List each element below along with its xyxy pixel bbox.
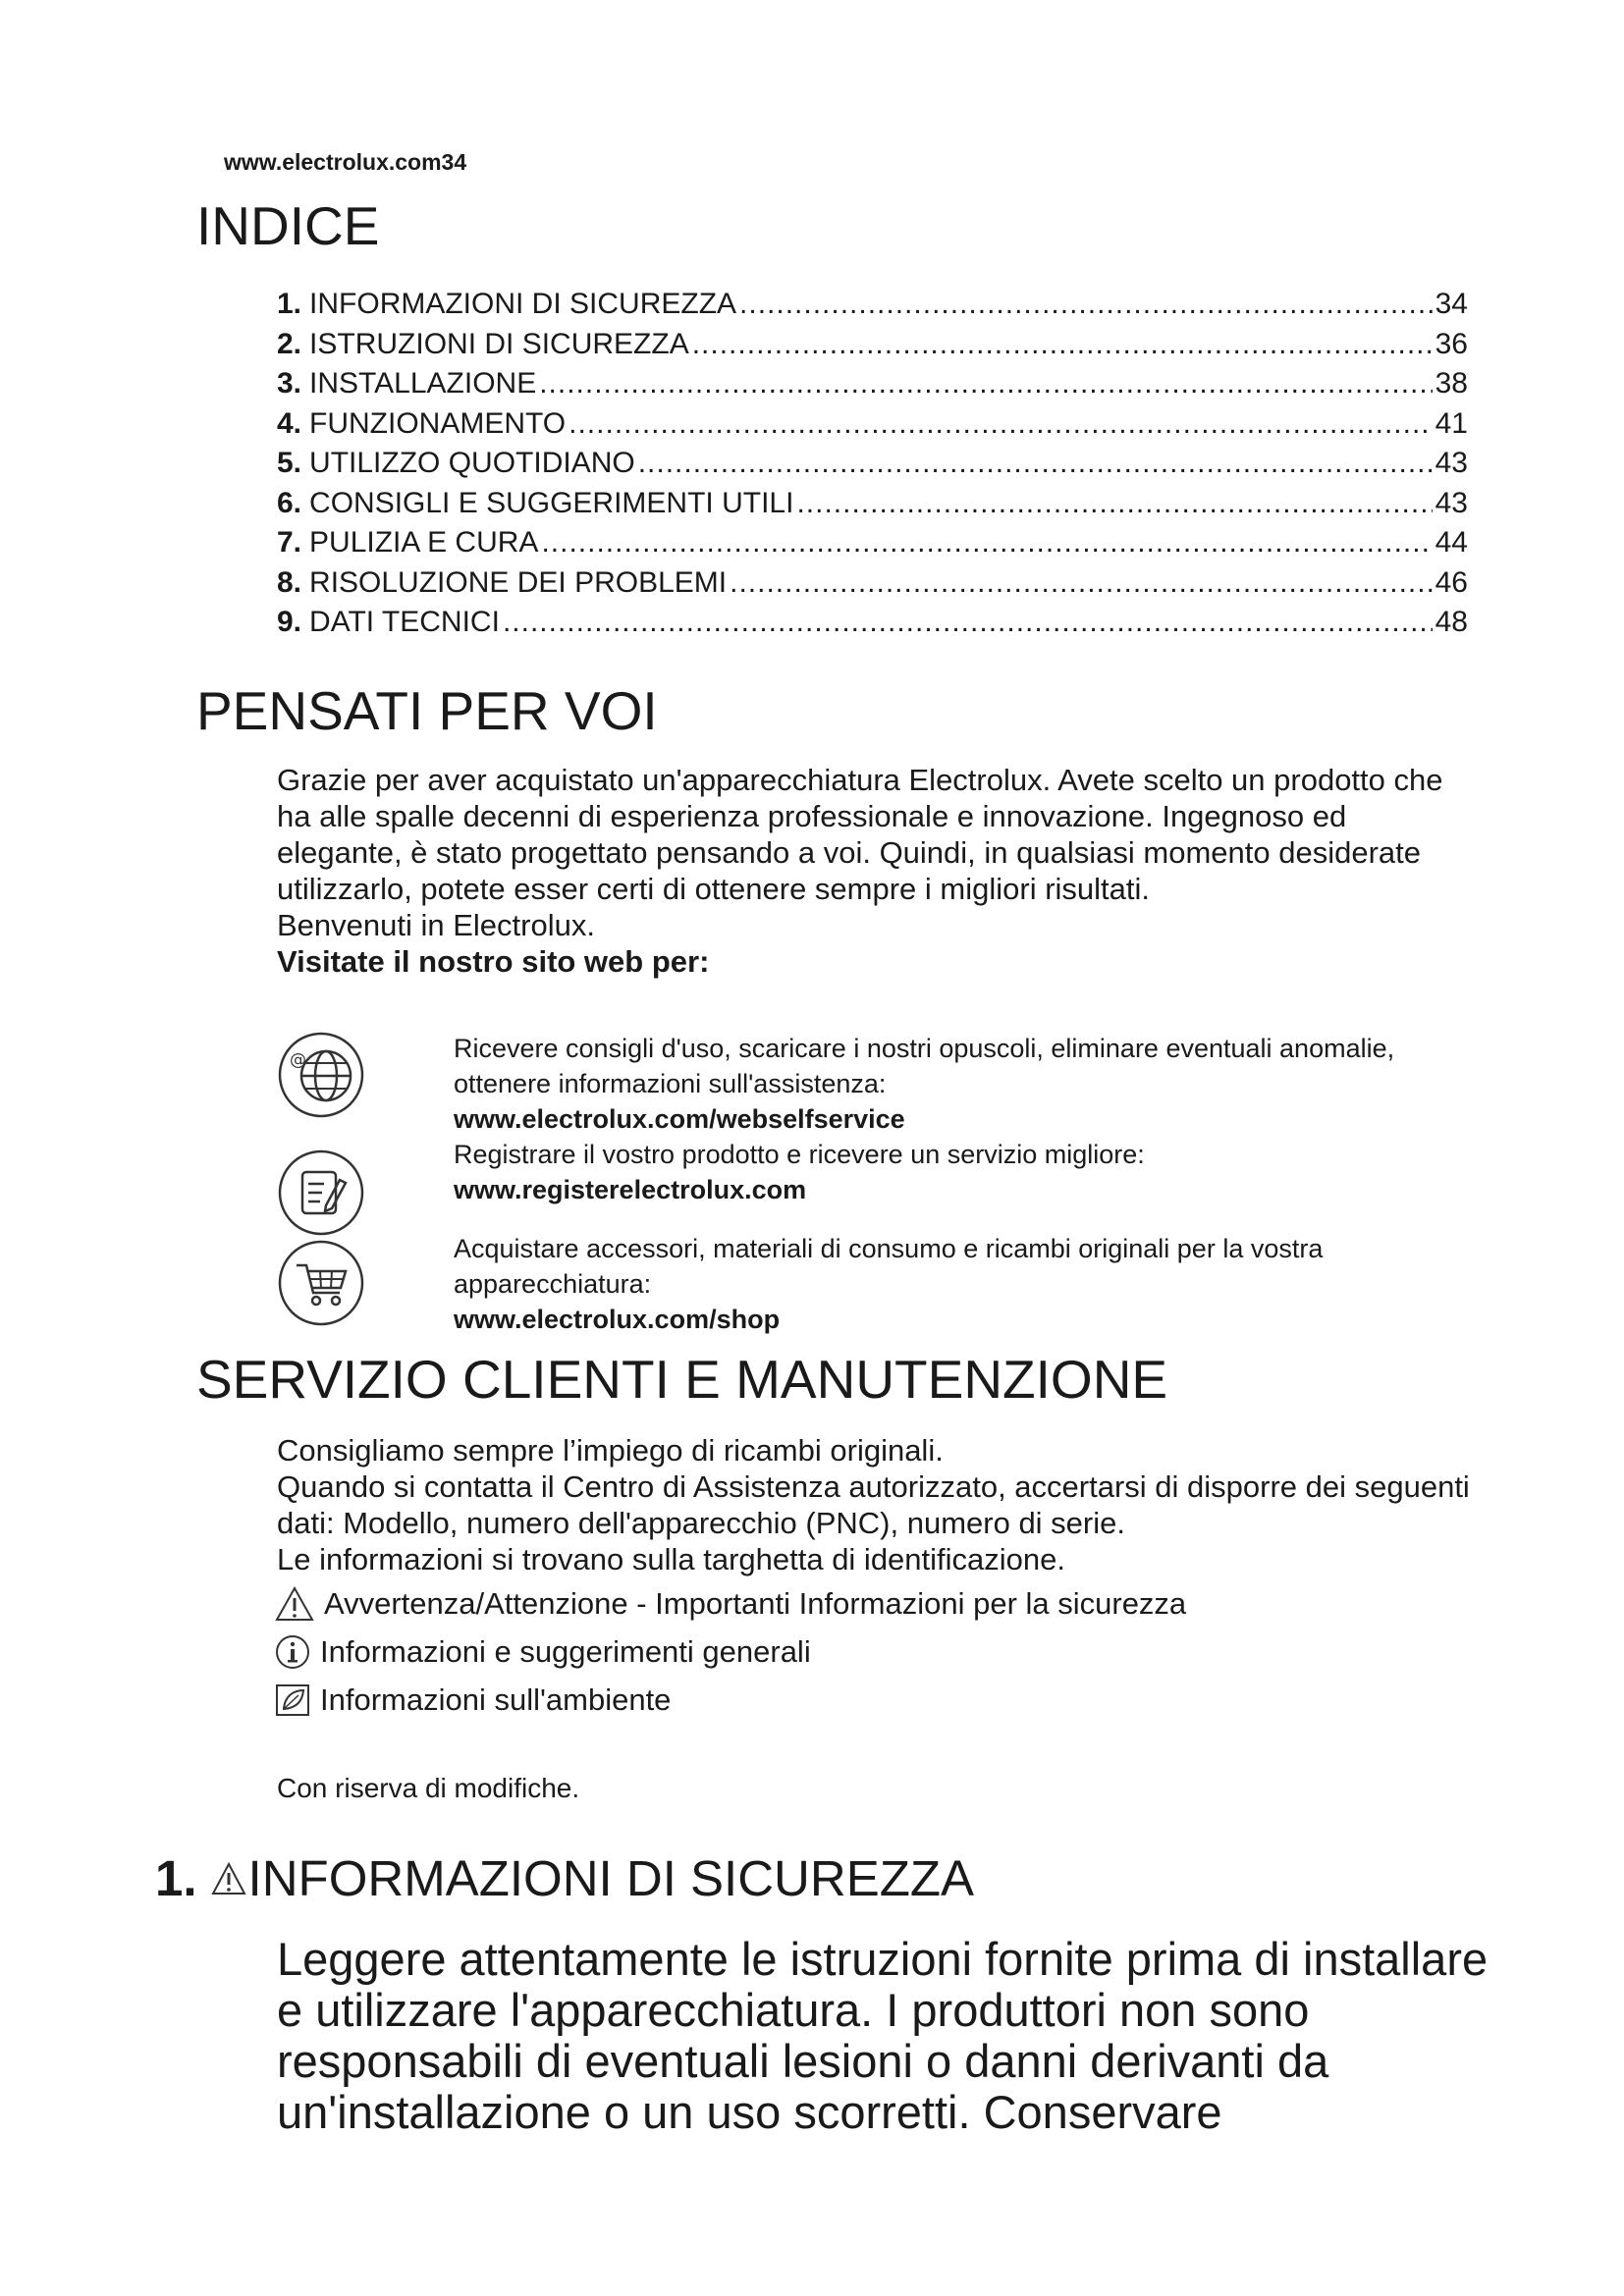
legend-text: Informazioni sull'ambiente (320, 1682, 672, 1717)
web-item-link[interactable]: www.electrolux.com/webselfservice (454, 1104, 905, 1134)
toc-label: DATI TECNICI (309, 606, 500, 638)
toc-label: PULIZIA E CURA (309, 526, 539, 559)
legend-text: Informazioni e suggerimenti generali (320, 1634, 811, 1669)
toc-num: 5. (277, 447, 302, 479)
toc-page: 34 (1435, 288, 1468, 320)
table-of-contents (277, 285, 1468, 643)
servizio-body (277, 1432, 1475, 1577)
legend-item (275, 1681, 671, 1720)
toc-num: 9. (277, 606, 302, 638)
toc-item[interactable] (277, 523, 1468, 563)
pensati-intro: Grazie per aver acquistato un'apparecchiatura Electrolux. Avete scelto un prodotto che ha alle spalle decenni di esperienza professionale e innovazione. Ingegnoso ed elegante, è stato progettato pensando a voi. Quindi, in qualsiasi momento desiderate utilizzarlo, potete esser certi di ottenere sempre i migliori risultati. (277, 763, 1443, 906)
riserva-note: Con riserva di modifiche. (277, 1773, 580, 1803)
shopping-cart-icon (277, 1239, 365, 1327)
toc-num: 1. (277, 288, 302, 320)
toc-item[interactable] (277, 364, 1468, 404)
toc-page: 36 (1435, 327, 1468, 360)
section1-body: Leggere attentamente le istruzioni fornite prima di installare e utilizzare l'apparecchiatura. I produttori non sono responsabili di eventuali lesioni o danni derivanti da un'installazione o un uso scorretti. Conservare (277, 1933, 1489, 2138)
toc-label: FUNZIONAMENTO (309, 406, 567, 440)
svg-text:@: @ (290, 1050, 306, 1070)
toc-label: ISTRUZIONI DI SICUREZZA (309, 327, 689, 360)
section1-heading (155, 1850, 975, 1906)
register-form-icon (277, 1148, 365, 1237)
environment-leaf-icon (275, 1683, 310, 1717)
toc-page: 48 (1435, 606, 1468, 638)
toc-item[interactable] (277, 484, 1468, 524)
toc-page: 46 (1435, 565, 1468, 599)
pensati-title: PENSATI PER VOI (196, 680, 658, 741)
web-item-text: Registrare il vostro prodotto e ricevere un servizio migliore: (454, 1140, 1145, 1169)
warning-triangle-icon (275, 1586, 314, 1622)
toc-page: 43 (1435, 486, 1468, 519)
toc-item[interactable] (277, 444, 1468, 484)
toc-item[interactable] (277, 603, 1468, 643)
header-url-page: www.electrolux.com34 (224, 149, 467, 175)
pensati-welcome: Benvenuti in Electrolux. (277, 908, 595, 942)
toc-item[interactable] (277, 563, 1468, 604)
toc-num: 7. (277, 526, 302, 559)
section1-number: 1. (155, 1850, 197, 1906)
toc-label: CONSIGLI E SUGGERIMENTI UTILI (309, 486, 794, 519)
info-circle-icon (275, 1634, 310, 1670)
servizio-p2: Quando si contatta il Centro di Assistenza autorizzato, accertarsi di disporre dei seguenti dati: Modello, numero dell'apparecchio (PNC), numero di serie. (277, 1469, 1470, 1540)
toc-page: 44 (1435, 526, 1468, 559)
toc-item[interactable] (277, 285, 1468, 325)
toc-num: 2. (277, 327, 302, 360)
warning-triangle-icon (211, 1862, 246, 1896)
legend-item (275, 1632, 811, 1672)
toc-num: 4. (277, 406, 302, 440)
toc-item[interactable] (277, 325, 1468, 365)
servizio-title: SERVIZIO CLIENTI E MANUTENZIONE (196, 1349, 1168, 1410)
toc-label: RISOLUZIONE DEI PROBLEMI (309, 565, 728, 599)
web-item-text: Ricevere consigli d'uso, scaricare i nostri opuscoli, eliminare eventuali anomalie, ottenere informazioni sull'assistenza: (454, 1034, 1395, 1098)
legend-text: Avvertenza/Attenzione - Importanti Informazioni per la sicurezza (324, 1586, 1187, 1621)
pensati-visit: Visitate il nostro sito web per: (277, 944, 710, 979)
toc-num: 3. (277, 367, 302, 400)
toc-label: INSTALLAZIONE (309, 367, 537, 400)
web-item-link[interactable]: www.electrolux.com/shop (454, 1305, 781, 1334)
toc-label: INFORMAZIONI DI SICUREZZA (309, 288, 737, 320)
pensati-body (277, 762, 1475, 980)
toc-page: 43 (1435, 447, 1468, 479)
toc-label: UTILIZZO QUOTIDIANO (309, 447, 635, 479)
indice-title: INDICE (196, 195, 380, 256)
servizio-p3: Le informazioni si trovano sulla targhetta di identificazione. (277, 1542, 1066, 1576)
toc-num: 8. (277, 565, 302, 599)
section1-title: INFORMAZIONI DI SICUREZZA (247, 1850, 975, 1906)
toc-page: 38 (1435, 367, 1468, 400)
legend-item (275, 1584, 1186, 1624)
toc-item[interactable] (277, 404, 1468, 445)
toc-num: 6. (277, 486, 302, 519)
web-item-link[interactable]: www.registerelectrolux.com (454, 1175, 807, 1204)
globe-web-icon (277, 1031, 365, 1119)
web-item-text: Acquistare accessori, materiali di consumo e ricambi originali per la vostra apparecchiatura: (454, 1234, 1324, 1299)
servizio-p1: Consigliamo sempre l’impiego di ricambi originali. (277, 1433, 944, 1468)
toc-page: 41 (1435, 406, 1468, 440)
